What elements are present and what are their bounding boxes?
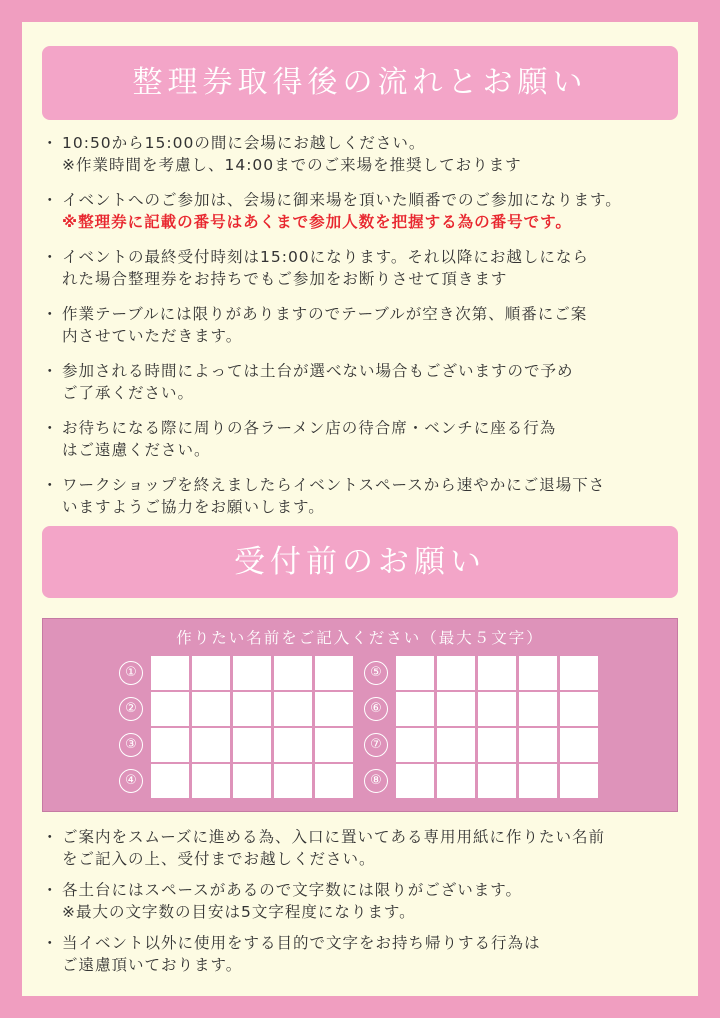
name-row-2 — [119, 692, 356, 726]
char-box[interactable] — [315, 764, 353, 798]
name-row-1 — [119, 656, 356, 690]
char-box[interactable] — [519, 656, 557, 690]
char-box[interactable] — [519, 728, 557, 762]
row-number: ④ — [119, 769, 143, 793]
list-item: ・ 各土台にはスペースがあるので文字数には限りがございます。 ※最大の文字数の目安は5文字程度になります。 — [42, 881, 522, 921]
bullet: ・ — [42, 134, 59, 152]
list-item: ・ お待ちになる際に周りの各ラーメン店の待合席・ベンチに座る行為 はご遠慮ください。 — [42, 419, 557, 459]
char-box[interactable] — [192, 692, 230, 726]
char-box[interactable] — [560, 728, 598, 762]
char-box[interactable] — [560, 656, 598, 690]
char-box[interactable] — [151, 656, 189, 690]
char-box[interactable] — [233, 692, 271, 726]
row-number: ⑦ — [364, 733, 388, 757]
bullet: ・ — [42, 828, 59, 846]
row-number: ① — [119, 661, 143, 685]
form-title: 作りたい名前をご記入ください（最大５文字） — [176, 629, 544, 647]
char-box[interactable] — [478, 764, 516, 798]
char-box[interactable] — [478, 692, 516, 726]
row-number: ② — [119, 697, 143, 721]
list-item: ・ ワークショップを終えましたらイベントスペースから速やかにご退場下さ いますようご協力をお願いします。 — [42, 476, 606, 516]
name-row-3 — [119, 728, 356, 762]
row-number: ⑥ — [364, 697, 388, 721]
bullet: ・ — [42, 419, 59, 437]
char-box[interactable] — [315, 656, 353, 690]
char-box[interactable] — [560, 692, 598, 726]
char-box[interactable] — [396, 656, 434, 690]
list-item: ・ ご案内をスムーズに進める為、入口に置いてある専用用紙に作りたい名前 をご記入の上、受付までお越しください。 — [42, 828, 605, 868]
char-box[interactable] — [274, 692, 312, 726]
bullet: ・ — [42, 248, 59, 266]
flyer-page — [22, 22, 698, 996]
char-box[interactable] — [151, 764, 189, 798]
char-box[interactable] — [560, 764, 598, 798]
name-row-5 — [364, 656, 601, 690]
char-box[interactable] — [233, 728, 271, 762]
section-title-reception: 受付前のお願い — [42, 526, 678, 598]
char-box[interactable] — [151, 692, 189, 726]
bullet: ・ — [42, 934, 59, 952]
name-entry-form — [42, 618, 678, 812]
bullet: ・ — [42, 476, 59, 494]
char-box[interactable] — [274, 728, 312, 762]
char-box[interactable] — [192, 656, 230, 690]
char-box[interactable] — [233, 764, 271, 798]
char-box[interactable] — [478, 728, 516, 762]
char-box[interactable] — [437, 764, 475, 798]
name-row-7 — [364, 728, 601, 762]
bullet: ・ — [42, 362, 59, 380]
list-item: ・ 当イベント以外に使用をする目的で文字をお持ち帰りする行為は ご遠慮頂いております。 — [42, 934, 541, 974]
char-box[interactable] — [437, 692, 475, 726]
row-number: ⑤ — [364, 661, 388, 685]
bullet: ・ — [42, 881, 59, 899]
char-box[interactable] — [192, 764, 230, 798]
name-row-6 — [364, 692, 601, 726]
list-item: ・ 参加される時間によっては土台が選べない場合もございますので予め ご了承ください。 — [42, 362, 574, 402]
char-box[interactable] — [396, 728, 434, 762]
char-box[interactable] — [315, 728, 353, 762]
char-box[interactable] — [315, 692, 353, 726]
char-box[interactable] — [437, 728, 475, 762]
char-box[interactable] — [396, 692, 434, 726]
bullet: ・ — [42, 305, 59, 323]
warning-text: ※整理券に記載の番号はあくまで参加人数を把握する為の番号です。 — [62, 213, 572, 231]
char-box[interactable] — [233, 656, 271, 690]
char-box[interactable] — [478, 656, 516, 690]
list-item: ・ 作業テーブルには限りがありますのでテーブルが空き次第、順番にご案 内させていただきます。 — [42, 305, 588, 345]
name-row-8 — [364, 764, 601, 798]
list-item: ・ 10:50から15:00の間に会場にお越しください。 ※作業時間を考慮し、14:00までのご来場を推奨しております — [42, 134, 522, 174]
char-box[interactable] — [519, 692, 557, 726]
list-item: ・ イベントの最終受付時刻は15:00になります。それ以降にお越しになら れた場合整理券をお持ちでもご参加をお断りさせて頂きます — [42, 248, 589, 288]
char-box[interactable] — [519, 764, 557, 798]
bullet: ・ — [42, 191, 59, 209]
char-box[interactable] — [396, 764, 434, 798]
char-box[interactable] — [274, 764, 312, 798]
row-number: ③ — [119, 733, 143, 757]
reception-notice-list — [36, 826, 686, 985]
char-box[interactable] — [437, 656, 475, 690]
list-item: ・ イベントへのご参加は、会場に御来場を頂いた順番でのご参加になります。 ※整理券に記載の番号はあくまで参加人数を把握する為の番号です。 — [36, 189, 686, 233]
name-row-4 — [119, 764, 356, 798]
flow-notice-list — [36, 132, 686, 531]
row-number: ⑧ — [364, 769, 388, 793]
char-box[interactable] — [192, 728, 230, 762]
section-title-flow: 整理券取得後の流れとお願い — [42, 46, 678, 120]
char-box[interactable] — [151, 728, 189, 762]
char-box[interactable] — [274, 656, 312, 690]
